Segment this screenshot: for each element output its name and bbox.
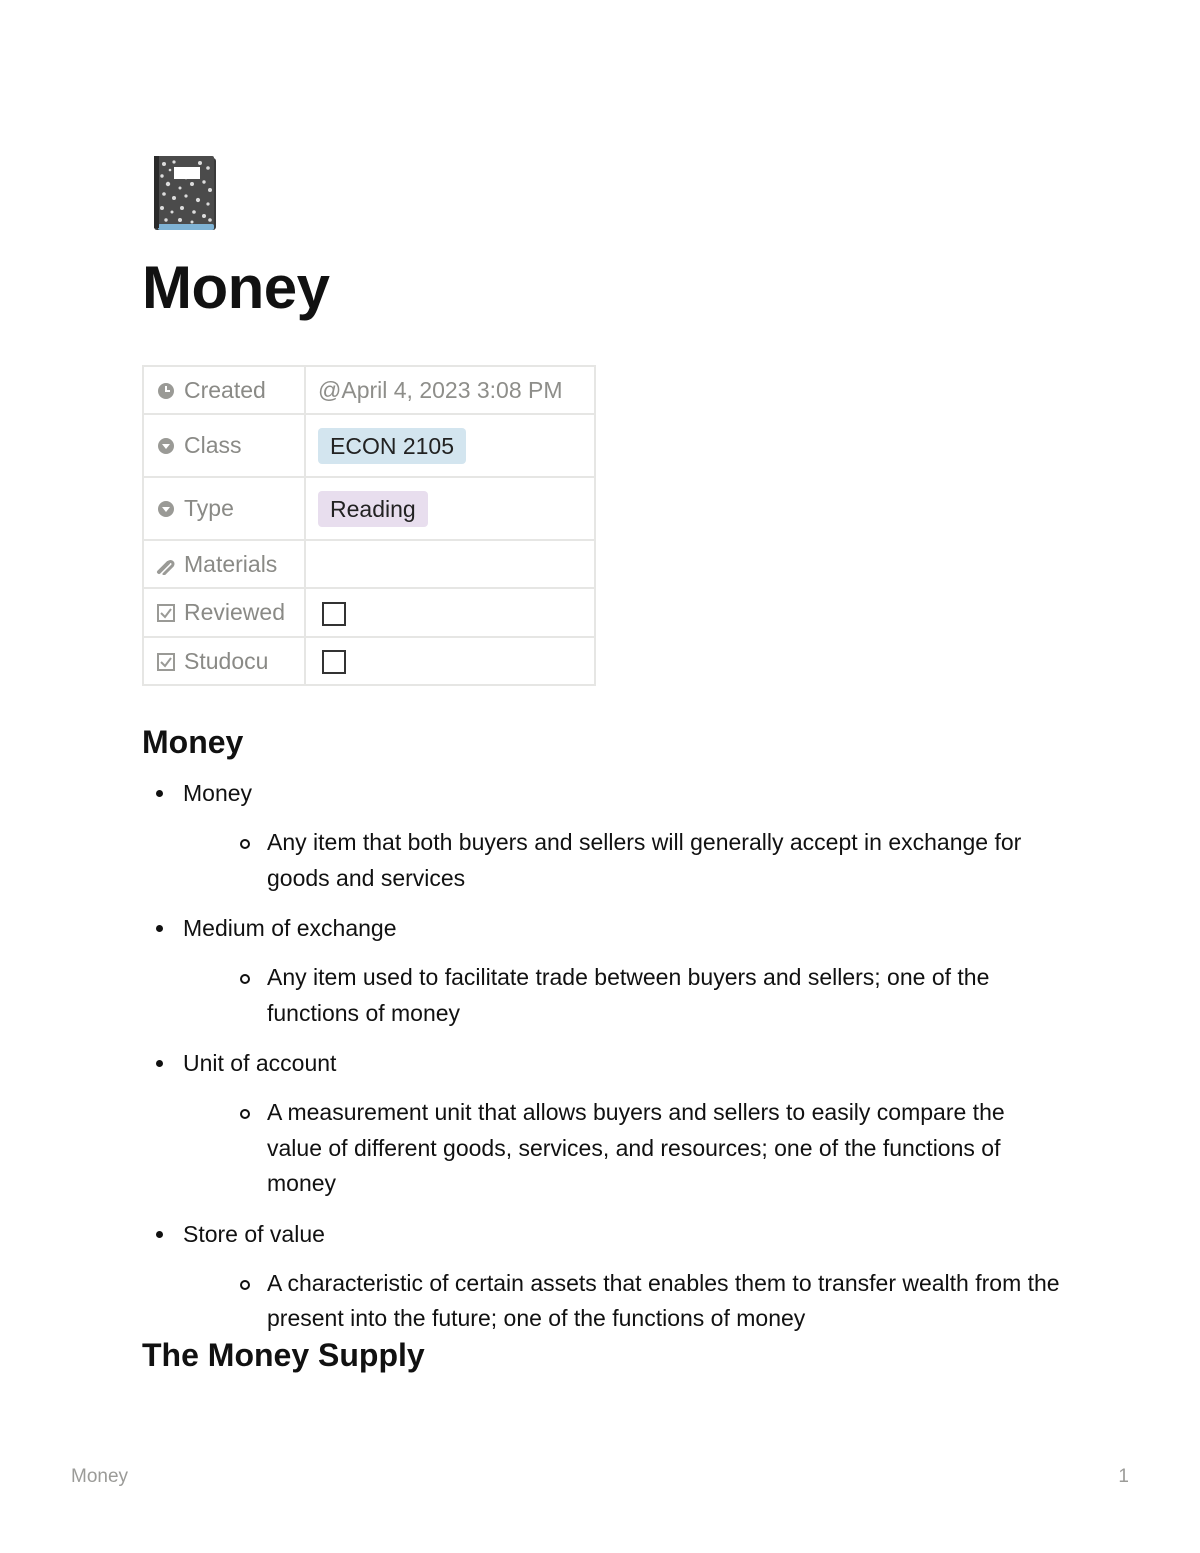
property-key <box>143 477 305 540</box>
footer-title: Money <box>71 1466 129 1487</box>
property-value[interactable] <box>305 414 595 477</box>
section-heading: The Money Supply <box>142 1337 425 1373</box>
property-key <box>143 540 305 588</box>
list-item <box>142 1045 1062 1202</box>
property-key <box>143 637 305 685</box>
term: Money <box>183 780 253 806</box>
section-heading: Money <box>142 724 244 760</box>
page-number: 1 <box>1118 1466 1129 1487</box>
property-row-class[interactable] <box>143 414 595 477</box>
property-key <box>143 414 305 477</box>
property-value[interactable] <box>305 588 595 637</box>
clock-icon <box>156 380 176 400</box>
created-date: @April 4, 2023 3:08 PM <box>318 376 563 403</box>
property-label: Type <box>184 495 234 521</box>
property-label: Reviewed <box>184 599 285 625</box>
term-list <box>142 775 1062 1351</box>
list-item <box>142 1216 1062 1337</box>
list-item <box>142 775 1062 896</box>
select-icon <box>156 498 176 518</box>
definition: A characteristic of certain assets that enables them to transfer wealth from the present into the future; one of the functions of money <box>183 1266 1062 1337</box>
studocu-checkbox[interactable] <box>322 650 346 674</box>
checkbox-icon <box>156 602 176 622</box>
properties-table <box>142 365 596 686</box>
property-value[interactable] <box>305 540 595 588</box>
page-title: Money <box>142 254 330 321</box>
property-label: Studocu <box>184 647 269 674</box>
property-row-reviewed[interactable] <box>143 588 595 637</box>
notebook-icon <box>152 154 218 232</box>
definition: Any item that both buyers and sellers will generally accept in exchange for goods and services <box>183 825 1062 896</box>
definition: Any item used to facilitate trade between buyers and sellers; one of the functions of money <box>183 960 1062 1031</box>
term: Unit of account <box>183 1050 337 1076</box>
property-key <box>143 588 305 637</box>
property-label: Materials <box>184 550 278 577</box>
property-value[interactable] <box>305 637 595 685</box>
select-icon <box>156 435 176 455</box>
property-row-studocu[interactable] <box>143 637 595 685</box>
property-label: Created <box>184 376 266 403</box>
property-value[interactable] <box>305 477 595 540</box>
list-item <box>142 910 1062 1031</box>
property-row-type[interactable] <box>143 477 595 540</box>
property-key <box>143 366 305 414</box>
class-tag[interactable]: ECON 2105 <box>318 428 466 464</box>
property-row-created[interactable] <box>143 366 595 414</box>
term: Medium of exchange <box>183 915 397 941</box>
paperclip-icon <box>156 554 176 574</box>
property-value[interactable] <box>305 366 595 414</box>
property-label: Class <box>184 432 242 458</box>
type-tag[interactable]: Reading <box>318 491 428 527</box>
property-row-materials[interactable] <box>143 540 595 588</box>
term: Store of value <box>183 1220 325 1247</box>
checkbox-icon <box>156 651 176 671</box>
definition: A measurement unit that allows buyers and sellers to easily compare the value of different goods, services, and resources; one of the functions of money <box>183 1095 1062 1202</box>
reviewed-checkbox[interactable] <box>322 602 346 626</box>
